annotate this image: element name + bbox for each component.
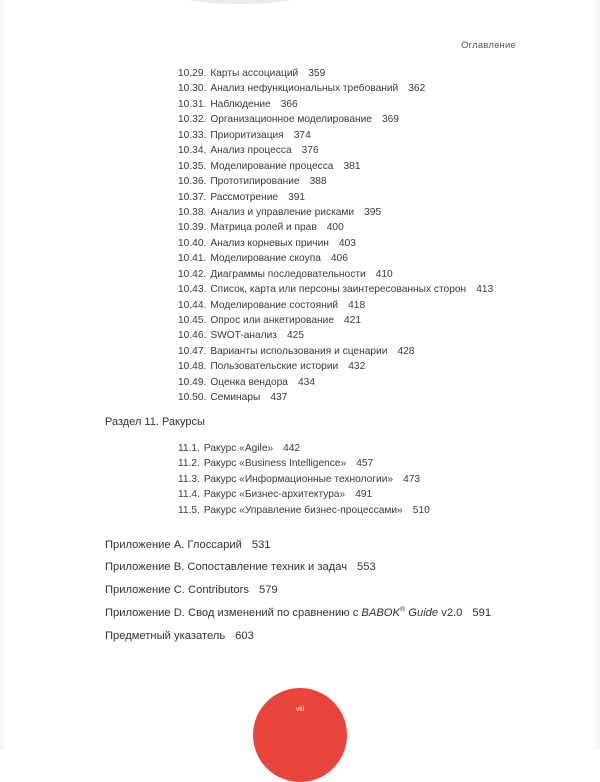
toc-entry[interactable]: 10.49. Оценка вендора 434	[178, 376, 315, 388]
page-top-shadow	[180, 0, 300, 4]
toc-entry[interactable]: 10.31. Наблюдение 366	[178, 98, 298, 110]
toc-entry[interactable]: 10.30. Анализ нефункциональных требований 362	[178, 83, 426, 95]
appendix-b-entry[interactable]: Приложение B. Сопоставление техник и задач 553	[105, 561, 376, 573]
chapter-10-list	[178, 66, 493, 406]
toc-entry[interactable]: 10.29. Карты ассоциаций 359	[178, 68, 326, 79]
subject-index-entry[interactable]: Предметный указатель 603	[105, 630, 254, 642]
toc-entry[interactable]: 10.45. Опрос или анкетирование 421	[178, 315, 362, 326]
toc-entry[interactable]: 10.43. Список, карта или персоны заинтересованных сторон 413	[178, 284, 494, 296]
toc-entry[interactable]: 10.42. Диаграммы последовательности 410	[178, 268, 393, 280]
toc-entry[interactable]: 10.48. Пользовательские истории 432	[178, 361, 366, 373]
section-11-list	[178, 441, 430, 518]
appendix-c-entry[interactable]: Приложение C. Contributors 579	[105, 584, 278, 596]
toc-entry[interactable]: 10.37. Рассмотрение 391	[178, 191, 306, 203]
toc-entry[interactable]: 11.3. Ракурс «Информационные технологии» 473	[178, 473, 421, 485]
toc-entry[interactable]: 10.39. Матрица ролей и прав 400	[178, 222, 344, 234]
toc-entry[interactable]: 10.50. Семинары 437	[178, 392, 288, 404]
toc-entry[interactable]: 10.33. Приоритизация 374	[178, 129, 311, 141]
toc-entry[interactable]: 11.5. Ракурс «Управление бизнес-процессами» 510	[178, 504, 430, 516]
page-number-badge	[253, 688, 347, 782]
toc-entry[interactable]: 10.47. Варианты использования и сценарии 428	[178, 345, 415, 357]
section-11-title[interactable]: Раздел 11. Ракурсы	[105, 416, 205, 428]
toc-entry[interactable]: 10.41. Моделирование скоупа 406	[178, 253, 348, 265]
appendix-a-entry[interactable]: Приложение A. Глоссарий 531	[105, 539, 271, 551]
appendix-d-entry[interactable]: Приложение D. Свод изменений по сравнению с BABOK® Guide v2.0 591	[105, 606, 492, 619]
toc-entry[interactable]: 10.36. Прототипирование 388	[178, 176, 327, 188]
toc-entry[interactable]: 10.38. Анализ и управление рисками 395	[178, 206, 382, 218]
running-header: Оглавление	[461, 40, 516, 51]
toc-entry[interactable]: 10.32. Организационное моделирование 369	[178, 114, 399, 126]
toc-entry[interactable]: 11.1. Ракурс «Agile» 442	[178, 443, 301, 454]
toc-entry[interactable]: 11.2. Ракурс «Business Intelligence» 457	[178, 458, 374, 470]
toc-entry[interactable]: 10.34. Анализ процесса 376	[178, 145, 319, 157]
toc-entry[interactable]: 10.46. SWOT-анализ 425	[178, 330, 304, 342]
page-number: viii	[295, 706, 305, 713]
toc-entry[interactable]: 11.4. Ракурс «Бизнес-архитектура» 491	[178, 489, 373, 501]
toc-entry[interactable]: 10.35. Моделирование процесса 381	[178, 160, 361, 172]
toc-entry[interactable]: 10.44. Моделирование состояний 418	[178, 299, 366, 311]
toc-entry[interactable]: 10.40. Анализ корневых причин 403	[178, 237, 356, 249]
